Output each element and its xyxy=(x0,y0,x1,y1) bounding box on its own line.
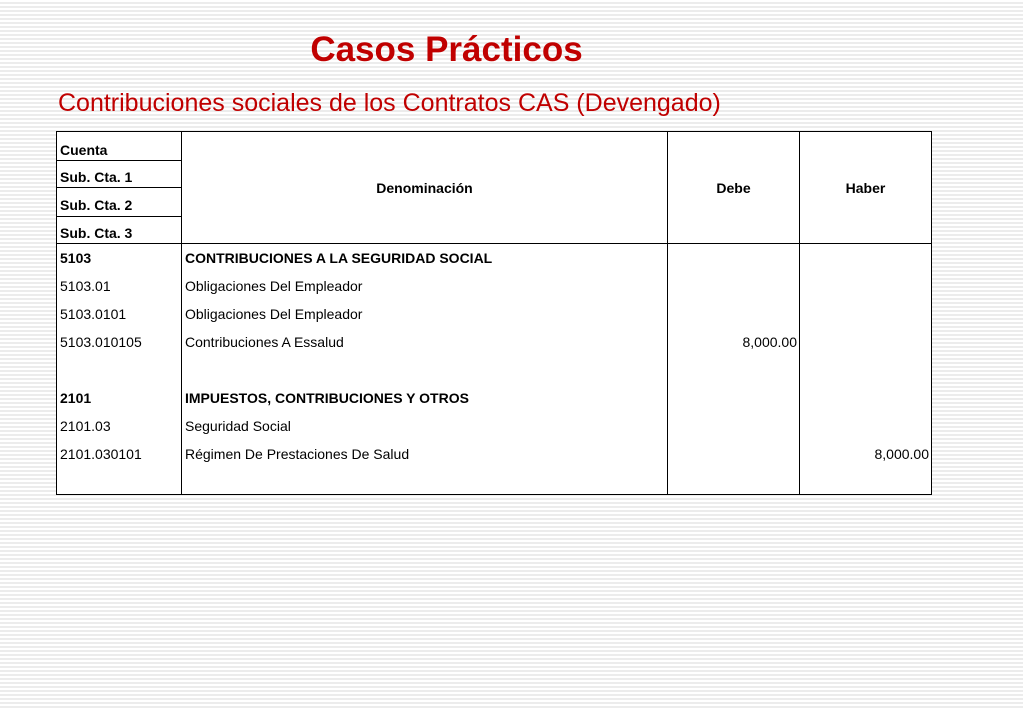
row-cuenta: 2101.03 xyxy=(60,418,111,434)
row-cuenta: 5103.010105 xyxy=(60,334,142,350)
row-debe: 8,000.00 xyxy=(742,334,797,350)
row-denominacion: Obligaciones Del Empleador xyxy=(185,278,363,294)
row-denominacion: Obligaciones Del Empleador xyxy=(185,306,363,322)
row-denominacion: CONTRIBUCIONES A LA SEGURIDAD SOCIAL xyxy=(185,250,493,266)
row-cuenta: 5103.01 xyxy=(60,278,111,294)
header-denominacion: Denominación xyxy=(376,180,473,196)
accounting-entry-table xyxy=(56,131,932,495)
page-subtitle: Contribuciones sociales de los Contratos CAS (Devengado) xyxy=(58,89,721,117)
row-divider xyxy=(57,187,181,188)
header-haber: Haber xyxy=(845,180,886,196)
header-divider xyxy=(57,243,931,244)
row-denominacion: Régimen De Prestaciones De Salud xyxy=(185,446,410,462)
row-cuenta: 5103.0101 xyxy=(60,306,127,322)
row-divider xyxy=(57,216,181,217)
header-sub-cta-2: Sub. Cta. 2 xyxy=(60,197,133,213)
row-divider xyxy=(57,160,181,161)
row-denominacion: Contribuciones A Essalud xyxy=(185,334,344,350)
row-cuenta: 2101.030101 xyxy=(60,446,142,462)
header-sub-cta-1: Sub. Cta. 1 xyxy=(60,169,133,185)
row-cuenta: 2101 xyxy=(60,390,92,406)
header-cuenta: Cuenta xyxy=(60,142,108,158)
row-haber: 8,000.00 xyxy=(874,446,929,462)
row-denominacion: IMPUESTOS, CONTRIBUCIONES Y OTROS xyxy=(185,390,469,406)
row-denominacion: Seguridad Social xyxy=(185,418,291,434)
header-debe: Debe xyxy=(716,180,751,196)
header-sub-cta-3: Sub. Cta. 3 xyxy=(60,225,133,241)
row-cuenta: 5103 xyxy=(60,250,92,266)
page-title: Casos Prácticos xyxy=(310,30,583,69)
